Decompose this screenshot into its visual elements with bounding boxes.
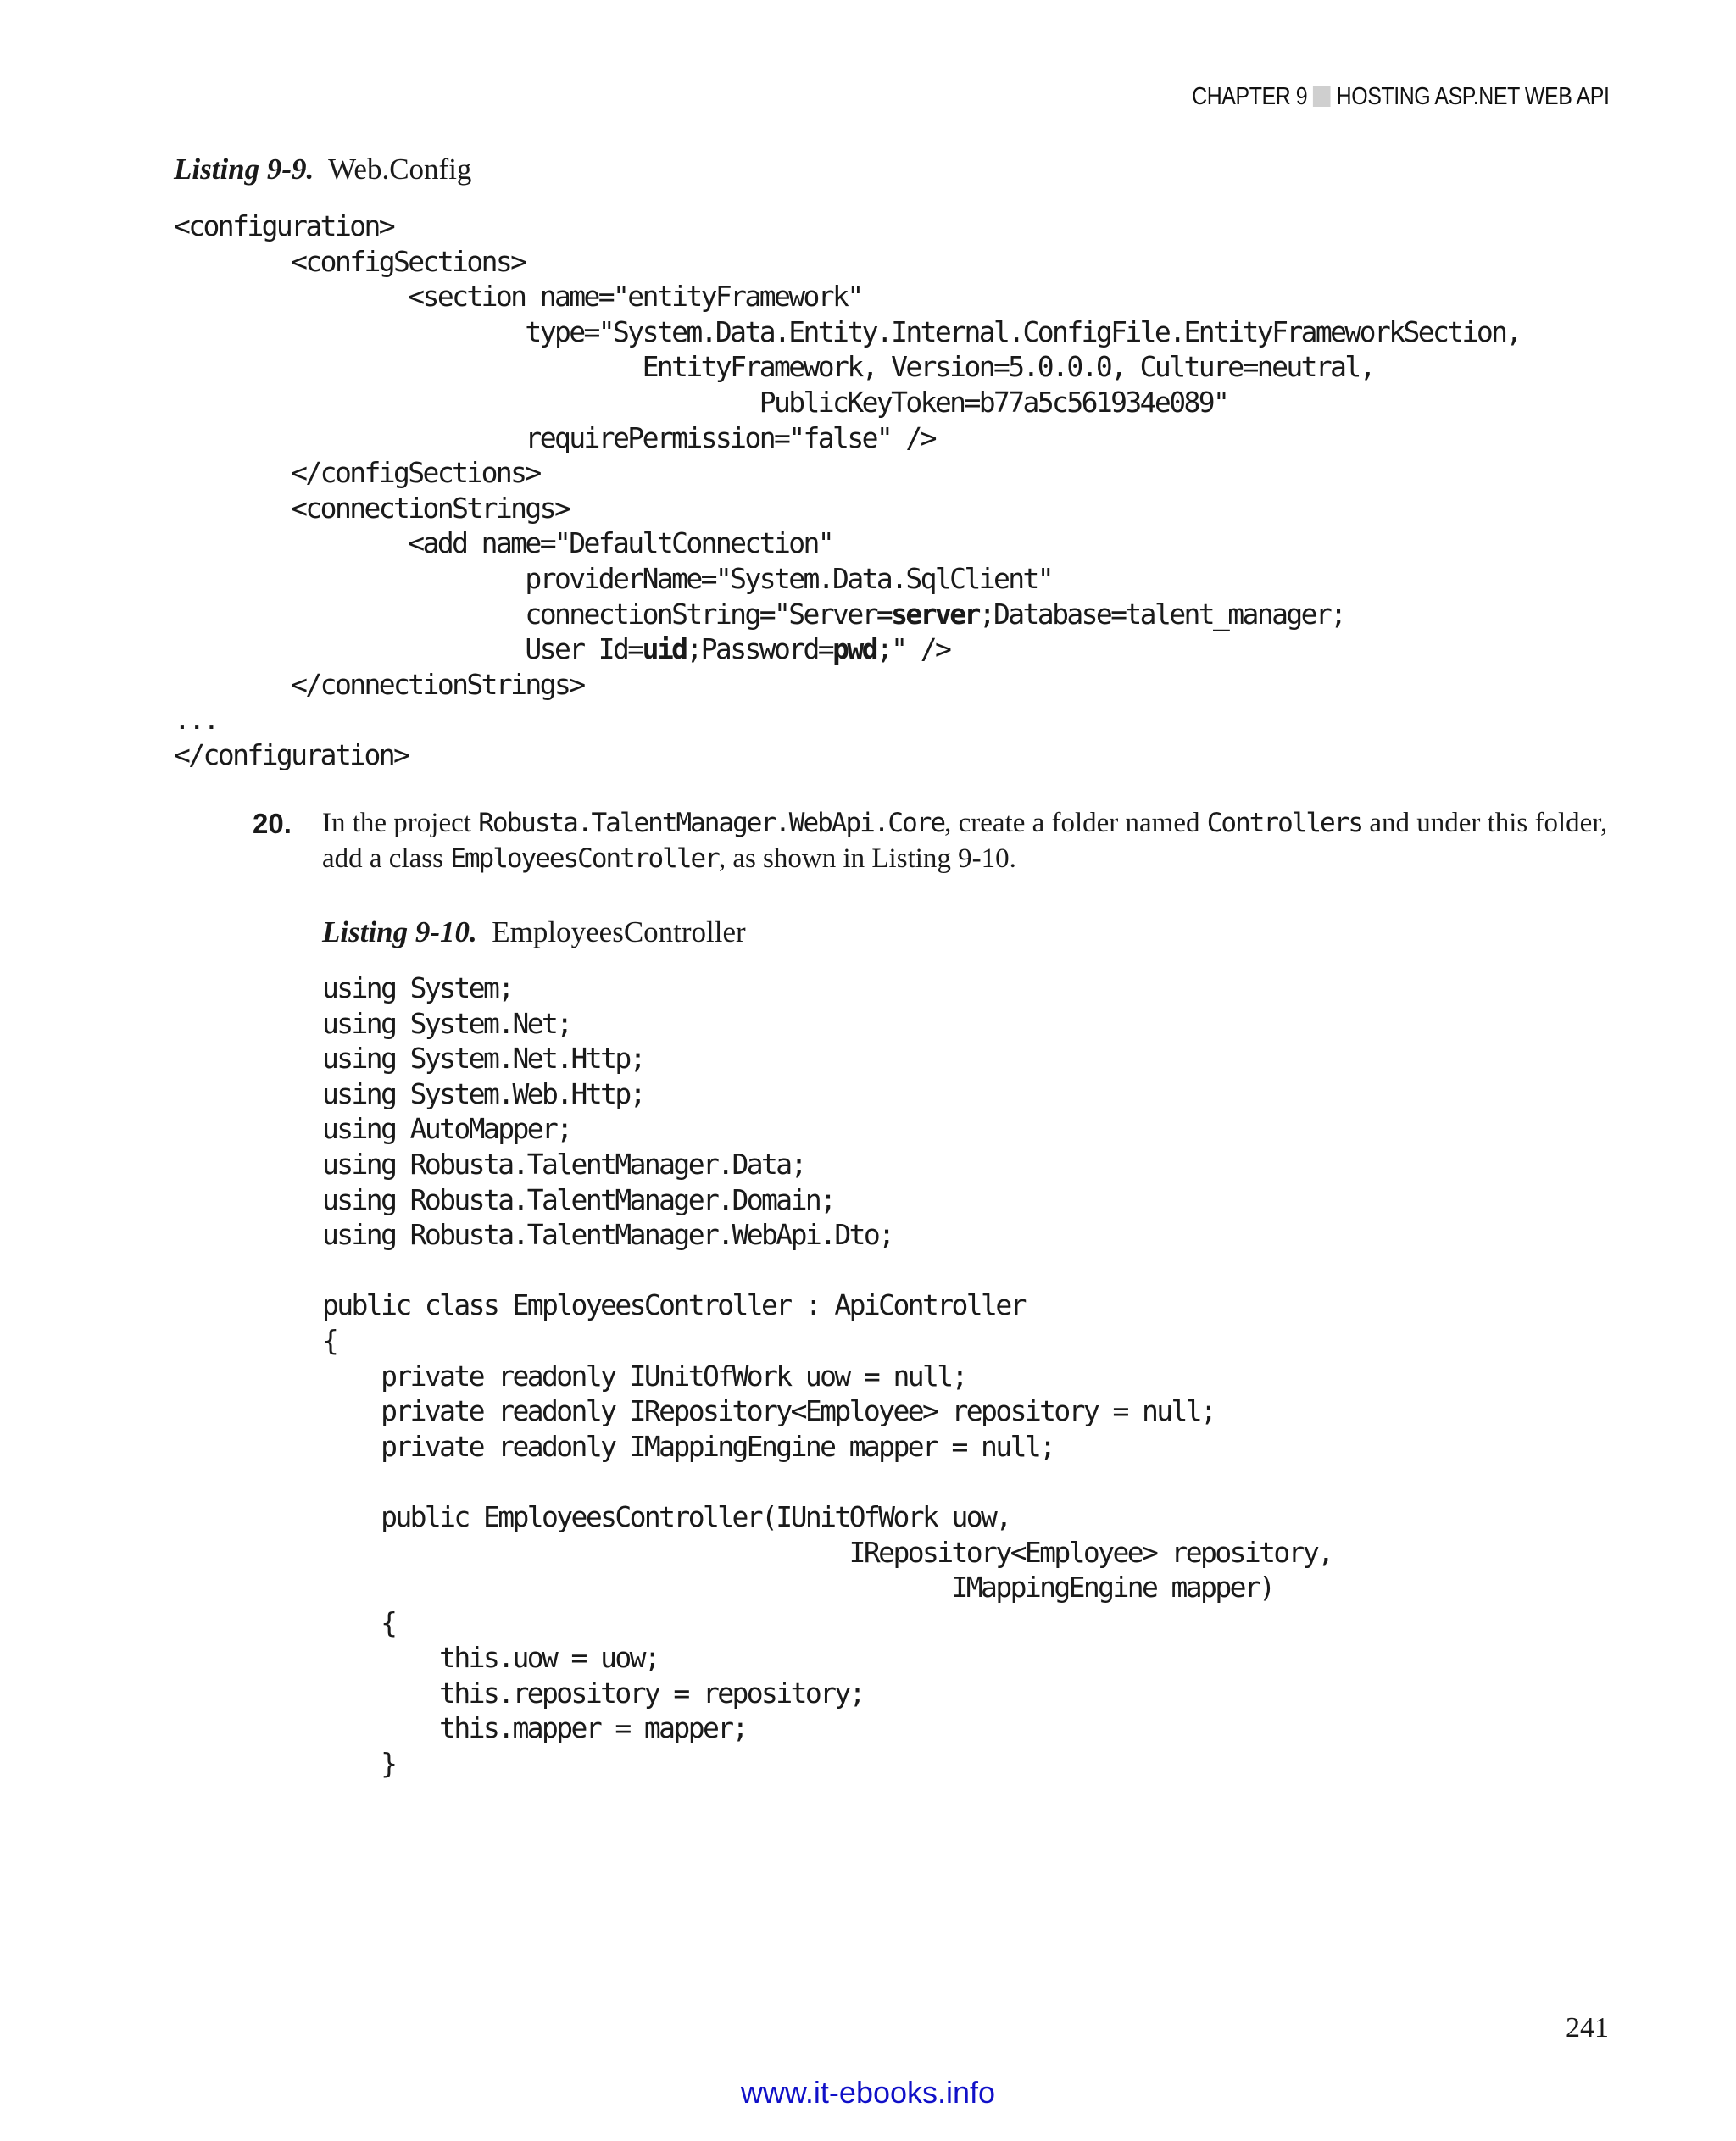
listing-name: Web.Config [328, 153, 472, 186]
code-segment: ;" /> [876, 632, 950, 666]
code-placeholder-bold: uid [642, 632, 687, 666]
code-line [174, 245, 525, 278]
code-segment: EntityFramework, Version=5.0.0.0, Culture=neutral, [174, 350, 1374, 384]
chapter-title: HOSTING ASP.NET WEB API [1336, 83, 1609, 110]
code-segment: private readonly IUnitOfWork uow = null; [322, 1359, 966, 1393]
code-line [174, 632, 949, 665]
code-segment: </configSections> [174, 456, 540, 490]
code-segment: </configuration> [174, 737, 409, 771]
step-text [322, 805, 1636, 876]
code-segment: </connectionStrings> [174, 667, 584, 701]
code-line [322, 1360, 966, 1393]
code-segment: { [322, 1605, 396, 1639]
code-line [322, 1288, 1025, 1321]
code-line [174, 492, 569, 525]
code-segment: using System.Net; [322, 1006, 571, 1040]
listing-caption-9-10 [322, 915, 746, 949]
inline-code: Robusta.TalentManager.WebApi.Core [478, 808, 945, 838]
code-segment: <section name="entityFramework" [174, 280, 862, 314]
listing-label: Listing 9-10. [322, 915, 477, 948]
code-segment: this.mapper = mapper; [322, 1711, 747, 1745]
code-segment: <configSections> [174, 244, 526, 278]
code-line [174, 598, 1344, 631]
code-line [322, 1571, 1273, 1604]
code-segment: private readonly IMappingEngine mapper = null; [322, 1429, 1054, 1463]
code-line [322, 1711, 747, 1744]
code-segment: public EmployeesController(IUnitOfWork uow, [322, 1499, 1010, 1533]
code-line [322, 1747, 395, 1780]
code-line [174, 421, 935, 454]
inline-code: Controllers [1206, 808, 1363, 838]
code-line [322, 1324, 337, 1357]
code-segment: public class EmployeesController : ApiController [322, 1288, 1025, 1322]
step-text-run: , create a folder named [944, 808, 1207, 838]
code-line [322, 1148, 805, 1181]
code-segment: using System.Web.Http; [322, 1076, 644, 1110]
code-segment: <add name="DefaultConnection" [174, 526, 833, 560]
inline-code: EmployeesController [450, 843, 719, 874]
step-text-run: and under this folder, add a class [322, 808, 1608, 874]
code-line [174, 526, 832, 559]
code-segment: ;Password= [686, 632, 833, 666]
code-segment: requirePermission="false" /> [174, 420, 935, 454]
code-line [322, 1430, 1054, 1463]
step-text-run: , as shown in Listing 9-10. [718, 843, 1016, 874]
code-line [322, 971, 512, 1004]
step-text-run: In the project [322, 808, 479, 838]
code-line [322, 1641, 659, 1674]
code-line [322, 1677, 864, 1710]
code-line [322, 1218, 893, 1251]
code-listing-employees-controller [322, 970, 1332, 1782]
code-segment: ... [174, 703, 218, 737]
code-line [174, 280, 862, 313]
code-segment: <configuration> [174, 209, 394, 242]
code-line [322, 1183, 834, 1216]
footer-link[interactable]: www.it-ebooks.info [740, 2075, 996, 2110]
code-line [174, 668, 584, 701]
code-line [322, 1500, 1010, 1533]
code-line [174, 456, 540, 489]
code-line [174, 703, 218, 736]
code-line [322, 1077, 644, 1110]
code-line [174, 562, 1052, 595]
code-segment: using AutoMapper; [322, 1112, 571, 1146]
listing-name: EmployeesController [492, 915, 746, 948]
chapter-label: CHAPTER 9 [1191, 83, 1307, 110]
code-segment: IMappingEngine mapper) [322, 1571, 1274, 1604]
code-segment: private readonly IRepository<Employee> repository = null; [322, 1394, 1216, 1428]
code-placeholder-bold: pwd [832, 632, 876, 666]
code-segment: { [322, 1323, 337, 1357]
code-segment: using Robusta.TalentManager.Domain; [322, 1182, 835, 1216]
code-segment: using Robusta.TalentManager.WebApi.Dto; [322, 1218, 893, 1252]
code-segment: this.repository = repository; [322, 1676, 864, 1710]
code-line [322, 1112, 571, 1145]
code-line [174, 315, 1521, 348]
code-segment: this.uow = uow; [322, 1641, 659, 1675]
page-number: 241 [1566, 2012, 1609, 2044]
code-placeholder-bold: server [891, 597, 979, 631]
code-segment: User Id= [174, 632, 643, 666]
code-segment: ;Database=talent_manager; [978, 597, 1345, 631]
code-line [322, 1536, 1332, 1569]
listing-caption-9-9 [174, 153, 471, 186]
listing-label: Listing 9-9. [174, 153, 314, 186]
code-line [322, 1007, 571, 1040]
code-segment: type="System.Data.Entity.Internal.ConfigFile.EntityFrameworkSection, [174, 314, 1521, 348]
square-separator-icon [1313, 86, 1331, 107]
code-line [322, 1042, 644, 1075]
code-segment: <connectionStrings> [174, 491, 570, 525]
code-segment: } [322, 1747, 396, 1781]
code-line [174, 209, 393, 242]
code-line [322, 1606, 395, 1639]
code-listing-web-config [174, 209, 1521, 773]
running-head [0, 83, 1736, 117]
code-segment: PublicKeyToken=b77a5c561934e089" [174, 385, 1228, 419]
code-segment: providerName="System.Data.SqlClient" [174, 561, 1053, 595]
code-segment: using System; [322, 971, 513, 1004]
code-segment: using Robusta.TalentManager.Data; [322, 1147, 805, 1181]
code-segment: IRepository<Employee> repository, [322, 1535, 1333, 1569]
code-line [174, 386, 1227, 419]
code-line [174, 350, 1374, 383]
code-line [322, 1394, 1215, 1427]
step-number: 20. [253, 808, 292, 839]
code-segment: connectionString="Server= [174, 597, 892, 631]
code-segment: using System.Net.Http; [322, 1042, 644, 1076]
code-line [174, 738, 408, 771]
